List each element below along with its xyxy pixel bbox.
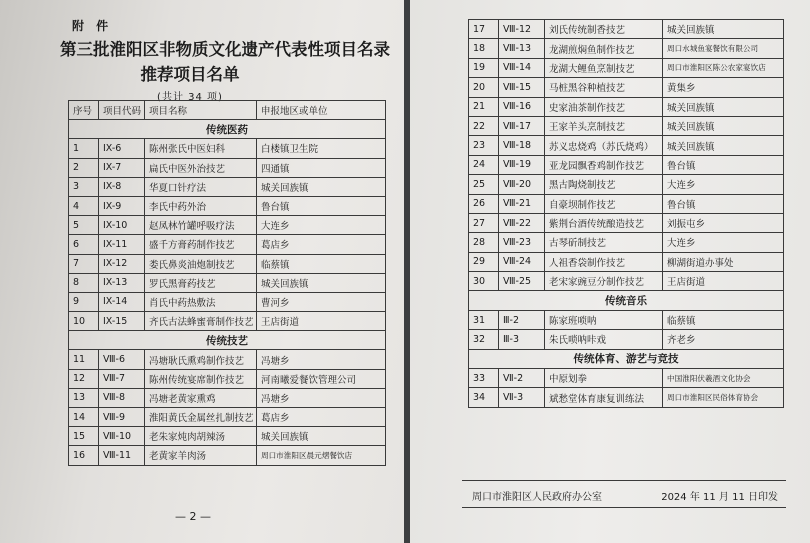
table-row	[469, 78, 784, 97]
project-name: 黑古陶烧制技艺	[545, 175, 663, 194]
row-index: 14	[69, 408, 99, 427]
table-row	[469, 330, 784, 349]
applicant-unit: 王店街道	[663, 272, 784, 291]
applicant-unit: 临蔡镇	[257, 254, 386, 273]
table-row	[469, 39, 784, 58]
table-row	[469, 310, 784, 329]
table-row	[469, 213, 784, 232]
project-name: 苏义忠烧鸡（苏氏烧鸡）	[545, 136, 663, 155]
section-row	[469, 291, 784, 310]
applicant-unit: 曹河乡	[257, 292, 386, 311]
section-title: 传统医药	[69, 120, 386, 139]
row-index: 27	[469, 213, 499, 232]
project-code: Ⅶ-3	[499, 388, 545, 407]
table-row	[469, 388, 784, 407]
project-name: 刘氏传统制香技艺	[545, 20, 663, 39]
table-row	[69, 292, 386, 311]
table-row	[69, 408, 386, 427]
project-name: 中原划拳	[545, 369, 663, 388]
table-row	[69, 388, 386, 407]
row-index: 17	[469, 20, 499, 39]
project-code: IX-8	[99, 177, 145, 196]
project-code: IX-11	[99, 235, 145, 254]
table-row	[469, 252, 784, 271]
project-name: 王家羊头烹制技艺	[545, 116, 663, 135]
project-code: Ⅷ-18	[499, 136, 545, 155]
applicant-unit: 周口市淮阳区陈公农家宴饮店	[663, 58, 784, 77]
project-name: 赵凤林竹罐呼吸疗法	[145, 216, 257, 235]
project-name: 扁氏中医外治技艺	[145, 158, 257, 177]
table-header-row	[69, 101, 386, 120]
project-code: IX-15	[99, 312, 145, 331]
applicant-unit: 黄集乡	[663, 78, 784, 97]
table-row	[469, 20, 784, 39]
project-code: Ⅶ-2	[499, 369, 545, 388]
project-code: IX-7	[99, 158, 145, 177]
row-index: 12	[69, 369, 99, 388]
row-index: 1	[69, 139, 99, 158]
table-row	[69, 216, 386, 235]
project-code: Ⅷ-15	[499, 78, 545, 97]
table-row	[69, 177, 386, 196]
project-name: 华夏口针疗法	[145, 177, 257, 196]
applicant-unit: 周口市淮阳区晨元熠餐饮店	[257, 446, 386, 465]
project-code: Ⅷ-24	[499, 252, 545, 271]
row-index: 11	[69, 350, 99, 369]
project-name: 肖氏中药热敷法	[145, 292, 257, 311]
project-name: 李氏中药外治	[145, 196, 257, 215]
project-table-right	[468, 19, 784, 408]
issuing-office: 周口市淮阳区人民政府办公室	[472, 492, 602, 503]
section-title: 传统体育、游艺与竞技	[469, 349, 784, 368]
applicant-unit: 河南曦爱餐饮管理公司	[257, 369, 386, 388]
table-row	[469, 194, 784, 213]
row-index: 23	[469, 136, 499, 155]
project-code: IX-6	[99, 139, 145, 158]
applicant-unit: 大连乡	[257, 216, 386, 235]
applicant-unit: 冯塘乡	[257, 350, 386, 369]
row-index: 30	[469, 272, 499, 291]
row-index: 16	[69, 446, 99, 465]
project-code: Ⅷ-14	[499, 58, 545, 77]
project-name: 龙湖大鲤鱼烹制技艺	[545, 58, 663, 77]
table-row	[69, 350, 386, 369]
project-name: 龙湖煎焖鱼制作技艺	[545, 39, 663, 58]
applicant-unit: 大连乡	[663, 233, 784, 252]
row-index: 2	[69, 158, 99, 177]
applicant-unit: 中国淮阳伏羲酒文化协会	[663, 369, 784, 388]
row-index: 4	[69, 196, 99, 215]
project-name: 淮阳黄氏金属丝扎制技艺	[145, 408, 257, 427]
row-index: 22	[469, 116, 499, 135]
row-index: 28	[469, 233, 499, 252]
issue-date: 2024 年 11 月 11 日印发	[661, 492, 778, 503]
project-name: 娄氏鼻炎油炮制技艺	[145, 254, 257, 273]
applicant-unit: 大连乡	[663, 175, 784, 194]
row-index: 18	[469, 39, 499, 58]
section-title: 传统音乐	[469, 291, 784, 310]
issue-footer	[462, 480, 786, 508]
project-code: Ⅷ-16	[499, 97, 545, 116]
row-index: 6	[69, 235, 99, 254]
row-index: 19	[469, 58, 499, 77]
project-name: 陈州传统宴席制作技艺	[145, 369, 257, 388]
applicant-unit: 葛店乡	[257, 235, 386, 254]
project-name: 紫荆台酒传统酿造技艺	[545, 213, 663, 232]
header-code: 项目代码	[99, 101, 145, 120]
project-name: 亚龙园飘香鸡制作技艺	[545, 155, 663, 174]
applicant-unit: 周口水城鱼宴餐饮有限公司	[663, 39, 784, 58]
applicant-unit: 城关回族镇	[663, 136, 784, 155]
attachment-label: 附 件	[72, 19, 113, 33]
project-code: IX-13	[99, 273, 145, 292]
table-row	[469, 272, 784, 291]
row-index: 10	[69, 312, 99, 331]
row-index: 15	[69, 427, 99, 446]
project-code: Ⅷ-23	[499, 233, 545, 252]
project-name: 老宋家豌豆分制作技艺	[545, 272, 663, 291]
project-code: Ⅲ-3	[499, 330, 545, 349]
row-index: 9	[69, 292, 99, 311]
row-index: 24	[469, 155, 499, 174]
table-row	[69, 139, 386, 158]
applicant-unit: 四通镇	[257, 158, 386, 177]
table-row	[69, 196, 386, 215]
applicant-unit: 冯塘乡	[257, 388, 386, 407]
table-row	[69, 254, 386, 273]
applicant-unit: 城关回族镇	[257, 177, 386, 196]
left-page	[0, 0, 404, 543]
applicant-unit: 刘振屯乡	[663, 213, 784, 232]
project-code: Ⅷ-10	[99, 427, 145, 446]
table-row	[69, 369, 386, 388]
project-name: 朱氏唢呐咔戏	[545, 330, 663, 349]
row-index: 21	[469, 97, 499, 116]
project-code: Ⅷ-20	[499, 175, 545, 194]
applicant-unit: 葛店乡	[257, 408, 386, 427]
row-index: 29	[469, 252, 499, 271]
project-code: Ⅲ-2	[499, 310, 545, 329]
project-name: 老黄家羊肉汤	[145, 446, 257, 465]
project-name: 冯塘老黄家熏鸡	[145, 388, 257, 407]
table-row	[469, 155, 784, 174]
project-code: IX-9	[99, 196, 145, 215]
project-code: IX-12	[99, 254, 145, 273]
applicant-unit: 王店街道	[257, 312, 386, 331]
table-row	[69, 273, 386, 292]
table-row	[469, 175, 784, 194]
project-code: Ⅷ-8	[99, 388, 145, 407]
total-count: (共计 34 项)	[157, 92, 223, 103]
row-index: 5	[69, 216, 99, 235]
project-name: 冯塘耿氏熏鸡制作技艺	[145, 350, 257, 369]
row-index: 31	[469, 310, 499, 329]
table-row	[69, 427, 386, 446]
row-index: 7	[69, 254, 99, 273]
table-row	[69, 446, 386, 465]
row-index: 20	[469, 78, 499, 97]
project-code: Ⅷ-21	[499, 194, 545, 213]
project-code: Ⅷ-13	[499, 39, 545, 58]
table-row	[69, 312, 386, 331]
row-index: 32	[469, 330, 499, 349]
table-row	[469, 369, 784, 388]
project-name: 盛千方膏药制作技艺	[145, 235, 257, 254]
project-code: Ⅷ-9	[99, 408, 145, 427]
project-name: 人祖香袋制作技艺	[545, 252, 663, 271]
project-code: Ⅷ-25	[499, 272, 545, 291]
project-name: 马桩黑谷种植技艺	[545, 78, 663, 97]
applicant-unit: 柳湖街道办事处	[663, 252, 784, 271]
project-name: 齐氏古法蜂蜜膏制作技艺	[145, 312, 257, 331]
project-code: Ⅷ-7	[99, 369, 145, 388]
project-code: Ⅷ-6	[99, 350, 145, 369]
project-code: Ⅷ-19	[499, 155, 545, 174]
project-name: 老朱家炖肉胡辣汤	[145, 427, 257, 446]
project-name: 自豪坝制作技艺	[545, 194, 663, 213]
section-row	[69, 120, 386, 139]
row-index: 25	[469, 175, 499, 194]
applicant-unit: 城关回族镇	[257, 427, 386, 446]
applicant-unit: 鲁台镇	[663, 155, 784, 174]
section-title: 传统技艺	[69, 331, 386, 350]
applicant-unit: 城关回族镇	[663, 116, 784, 135]
row-index: 13	[69, 388, 99, 407]
applicant-unit: 城关回族镇	[257, 273, 386, 292]
applicant-unit: 周口市淮阳区民俗体育协会	[663, 388, 784, 407]
project-code: Ⅷ-12	[499, 20, 545, 39]
table-row	[469, 233, 784, 252]
project-name: 陈州张氏中医妇科	[145, 139, 257, 158]
applicant-unit: 白楼镇卫生院	[257, 139, 386, 158]
page-number: — 2 —	[175, 510, 211, 523]
section-row	[469, 349, 784, 368]
project-code: IX-10	[99, 216, 145, 235]
table-row	[69, 235, 386, 254]
section-row	[69, 331, 386, 350]
project-name: 斌愁堂体育康复训练法	[545, 388, 663, 407]
applicant-unit: 鲁台镇	[257, 196, 386, 215]
table-row	[469, 58, 784, 77]
applicant-unit: 鲁台镇	[663, 194, 784, 213]
document-title: 第三批淮阳区非物质文化遗产代表性项目名录	[60, 40, 390, 59]
project-code: IX-14	[99, 292, 145, 311]
table-row	[469, 136, 784, 155]
project-name: 罗氏黑膏药技艺	[145, 273, 257, 292]
table-row	[469, 116, 784, 135]
row-index: 26	[469, 194, 499, 213]
project-code: Ⅷ-22	[499, 213, 545, 232]
row-index: 34	[469, 388, 499, 407]
applicant-unit: 城关回族镇	[663, 20, 784, 39]
row-index: 8	[69, 273, 99, 292]
table-row	[69, 158, 386, 177]
applicant-unit: 齐老乡	[663, 330, 784, 349]
header-index: 序号	[69, 101, 99, 120]
project-table-left	[68, 100, 386, 466]
table-row	[469, 97, 784, 116]
header-name: 项目名称	[145, 101, 257, 120]
row-index: 33	[469, 369, 499, 388]
project-name: 史家油茶制作技艺	[545, 97, 663, 116]
project-code: Ⅷ-17	[499, 116, 545, 135]
applicant-unit: 城关回族镇	[663, 97, 784, 116]
document-subtitle: 推荐项目名单	[140, 65, 240, 84]
project-code: Ⅷ-11	[99, 446, 145, 465]
header-unit: 申报地区或单位	[257, 101, 386, 120]
project-name: 陈家班唢呐	[545, 310, 663, 329]
project-name: 古琴斫制技艺	[545, 233, 663, 252]
row-index: 3	[69, 177, 99, 196]
applicant-unit: 临蔡镇	[663, 310, 784, 329]
